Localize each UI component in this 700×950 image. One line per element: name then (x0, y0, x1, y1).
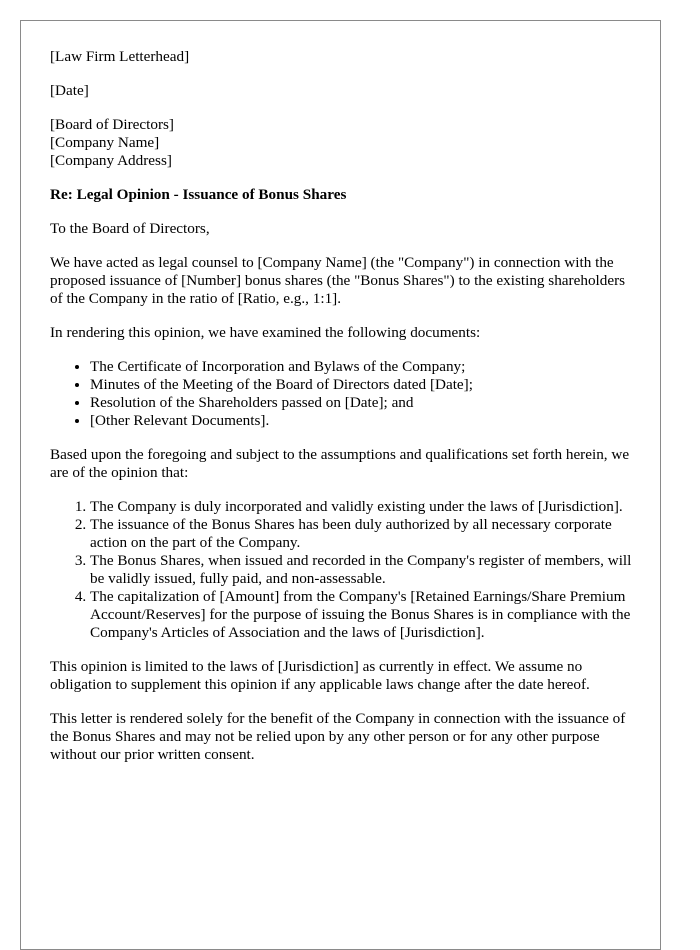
list-item: • Minutes of the Meeting of the Board of Directors dated [Date]; (90, 376, 640, 394)
list-item: • [Other Relevant Documents]. (90, 412, 640, 430)
subject-line: Re: Legal Opinion - Issuance of Bonus Shares (50, 186, 347, 203)
recipient-company-address: [Company Address] (50, 152, 172, 169)
list-item: • Resolution of the Shareholders passed on [Date]; and (90, 394, 640, 412)
list-item: 4. The capitalization of [Amount] from the Company's [Retained Earnings/Share Premium Account/Reserves] for the purpose of issuing the Bonus Shares is in compliance with the Company's Articles of Association and the laws of [Jurisdiction]. (90, 588, 640, 642)
letter-page (20, 20, 661, 950)
intro-paragraph: We have acted as legal counsel to [Company Name] (the "Company") in connection with the proposed issuance of [Number] bonus shares (the "Bonus Shares") to the existing shareholders of the Company in the ratio of [Ratio, e.g., 1:1]. (50, 254, 626, 307)
list-item: • The Certificate of Incorporation and Bylaws of the Company; (90, 358, 640, 376)
letter-body (50, 48, 640, 780)
documents-intro: In rendering this opinion, we have examined the following documents: (50, 324, 481, 341)
recipient-address (50, 116, 640, 170)
salutation: To the Board of Directors, (50, 220, 210, 237)
limitation-paragraph: This opinion is limited to the laws of [Jurisdiction] as currently in effect. We assume no obligation to supplement this opinion if any applicable laws change after the date hereof. (50, 658, 590, 693)
opinion-intro: Based upon the foregoing and subject to the assumptions and qualifications set forth herein, we are of the opinion that: (50, 446, 630, 481)
documents-list (50, 358, 640, 430)
list-item: 3. The Bonus Shares, when issued and recorded in the Company's register of members, will be validly issued, fully paid, and non-assessable. (90, 552, 640, 588)
letter-date: [Date] (50, 82, 89, 99)
reliance-paragraph: This letter is rendered solely for the benefit of the Company in connection with the issuance of the Bonus Shares and may not be relied upon by any other person or for any other purpose without our prior written consent. (50, 710, 626, 763)
opinions-list (50, 498, 640, 642)
list-item: 2. The issuance of the Bonus Shares has been duly authorized by all necessary corporate action on the part of the Company. (90, 516, 640, 552)
letterhead: [Law Firm Letterhead] (50, 48, 190, 65)
recipient-board: [Board of Directors] (50, 116, 174, 133)
recipient-company-name: [Company Name] (50, 134, 160, 151)
list-item: 1. The Company is duly incorporated and validly existing under the laws of [Jurisdiction]. (90, 498, 640, 516)
